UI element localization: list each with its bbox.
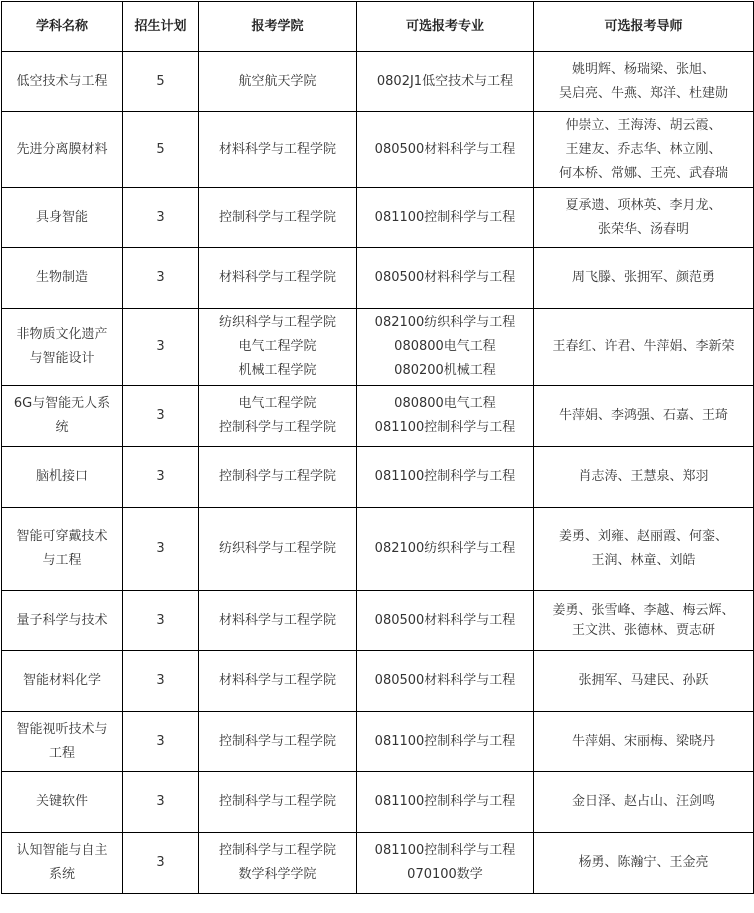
subject-cell: 关键软件 xyxy=(2,772,123,833)
college-cell xyxy=(199,248,357,309)
subject-cell: 先进分离膜材料 xyxy=(2,112,123,188)
subject-cell: 智能材料化学 xyxy=(2,651,123,712)
major-cell xyxy=(357,833,534,894)
tutor-line: 王春红、许君、牛萍娟、李新荣 xyxy=(552,339,735,354)
college-cell xyxy=(199,712,357,772)
subject-cell xyxy=(2,309,123,386)
college-name: 控制科学与工程学院 xyxy=(218,469,336,484)
tutor-line: 肖志涛、王慧泉、郑羽 xyxy=(578,469,709,484)
tutor-line: 杨勇、陈瀚宁、王金亮 xyxy=(578,855,709,870)
tutor-line: 姜勇、刘雍、赵丽霞、何銮、 xyxy=(558,529,728,544)
header-college: 报考学院 xyxy=(199,2,357,52)
header-row xyxy=(2,2,754,52)
college-cell xyxy=(199,833,357,894)
table-row xyxy=(2,772,754,833)
college-name: 机械工程学院 xyxy=(238,363,317,378)
enrollment-table xyxy=(1,1,754,894)
subject-line: 系统 xyxy=(48,867,75,882)
tutor-line: 夏承遗、项林英、李月龙、 xyxy=(565,197,722,213)
tutor-line: 何本桥、常娜、王亮、武春瑞 xyxy=(558,165,728,181)
tutor-cell xyxy=(534,52,754,112)
college-name: 数学科学学院 xyxy=(238,867,317,882)
quota-cell: 3 xyxy=(123,447,199,508)
college-cell xyxy=(199,772,357,833)
college-name: 控制科学与工程学院 xyxy=(218,794,336,809)
table-row xyxy=(2,651,754,712)
major-cell xyxy=(357,651,534,712)
tutor-cell xyxy=(534,447,754,508)
quota-cell: 3 xyxy=(123,591,199,651)
quota-cell: 3 xyxy=(123,508,199,591)
tutor-line: 姚明辉、杨瑞梁、张旭、 xyxy=(571,61,715,77)
tutor-cell xyxy=(534,386,754,447)
tutor-cell xyxy=(534,188,754,248)
quota-cell: 3 xyxy=(123,833,199,894)
college-cell xyxy=(199,112,357,188)
tutor-cell xyxy=(534,591,754,651)
major-name: 080800电气工程 xyxy=(394,396,496,411)
tutor-cell xyxy=(534,112,754,188)
header-major: 可选报考专业 xyxy=(357,2,534,52)
table-row xyxy=(2,447,754,508)
tutor-line: 王文洪、张德林、贾志研 xyxy=(571,622,715,638)
major-name: 080500材料科学与工程 xyxy=(374,141,516,157)
subject-cell: 生物制造 xyxy=(2,248,123,309)
quota-cell: 3 xyxy=(123,188,199,248)
tutor-line: 吴启亮、牛燕、郑洋、杜建勋 xyxy=(558,85,728,101)
quota-cell: 5 xyxy=(123,112,199,188)
subject-cell xyxy=(2,386,123,447)
college-cell xyxy=(199,447,357,508)
quota-cell: 3 xyxy=(123,712,199,772)
major-cell xyxy=(357,309,534,386)
header-subject: 学科名称 xyxy=(2,2,123,52)
college-name: 材料科学与工程学院 xyxy=(218,673,336,688)
table-row xyxy=(2,188,754,248)
major-name: 080500材料科学与工程 xyxy=(374,673,516,688)
major-name: 0802J1低空技术与工程 xyxy=(376,73,514,89)
tutor-line: 张荣华、汤春明 xyxy=(597,221,689,237)
major-cell xyxy=(357,447,534,508)
subject-line: 非物质文化遗产 xyxy=(16,327,108,342)
quota-cell: 3 xyxy=(123,248,199,309)
subject-cell: 具身智能 xyxy=(2,188,123,248)
college-name: 航空航天学院 xyxy=(238,73,317,89)
table-row xyxy=(2,52,754,112)
tutor-cell xyxy=(534,651,754,712)
subject-line: 与工程 xyxy=(42,553,82,568)
header-tutor: 可选报考导师 xyxy=(534,2,754,52)
college-name: 纺织科学与工程学院 xyxy=(218,315,336,330)
table-row xyxy=(2,833,754,894)
college-name: 控制科学与工程学院 xyxy=(218,843,336,858)
major-name: 081100控制科学与工程 xyxy=(374,794,516,809)
major-cell xyxy=(357,508,534,591)
subject-cell xyxy=(2,508,123,591)
table-row xyxy=(2,386,754,447)
college-name: 材料科学与工程学院 xyxy=(218,612,336,628)
table-row xyxy=(2,591,754,651)
subject-line: 智能可穿戴技术 xyxy=(16,529,108,544)
subject-cell xyxy=(2,833,123,894)
table-row xyxy=(2,112,754,188)
major-cell xyxy=(357,188,534,248)
college-cell xyxy=(199,188,357,248)
major-cell xyxy=(357,712,534,772)
tutor-line: 王润、林童、刘皓 xyxy=(591,553,696,568)
major-cell xyxy=(357,772,534,833)
tutor-line: 王建友、乔志华、林立刚、 xyxy=(565,141,722,157)
major-name: 080500材料科学与工程 xyxy=(374,270,516,285)
quota-cell: 3 xyxy=(123,772,199,833)
major-name: 081100控制科学与工程 xyxy=(374,420,516,435)
major-cell xyxy=(357,386,534,447)
tutor-line: 牛萍娟、宋丽梅、梁晓丹 xyxy=(571,733,715,749)
subject-line: 智能视听技术与 xyxy=(16,721,108,737)
major-cell xyxy=(357,591,534,651)
major-name: 080500材料科学与工程 xyxy=(374,612,516,628)
subject-line: 6G与智能无人系 xyxy=(13,396,111,411)
quota-cell: 5 xyxy=(123,52,199,112)
tutor-cell xyxy=(534,309,754,386)
subject-cell xyxy=(2,712,123,772)
tutor-line: 牛萍娟、李鸿强、石嘉、王琦 xyxy=(558,408,728,423)
tutor-line: 金日泽、赵占山、汪剑鸣 xyxy=(571,794,715,809)
subject-line: 统 xyxy=(55,420,69,435)
table-row xyxy=(2,508,754,591)
quota-cell: 3 xyxy=(123,651,199,712)
college-cell xyxy=(199,591,357,651)
major-name: 080200机械工程 xyxy=(394,363,496,378)
subject-line: 工程 xyxy=(48,745,75,761)
major-name: 081100控制科学与工程 xyxy=(374,733,516,749)
table-row xyxy=(2,248,754,309)
tutor-cell xyxy=(534,712,754,772)
college-cell xyxy=(199,52,357,112)
tutor-cell xyxy=(534,772,754,833)
college-name: 材料科学与工程学院 xyxy=(218,141,336,157)
major-cell xyxy=(357,52,534,112)
college-name: 电气工程学院 xyxy=(238,339,317,354)
tutor-cell xyxy=(534,248,754,309)
college-cell xyxy=(199,651,357,712)
tutor-line: 周飞滕、张拥军、颜范勇 xyxy=(571,270,715,285)
quota-cell: 3 xyxy=(123,309,199,386)
subject-cell: 量子科学与技术 xyxy=(2,591,123,651)
major-cell xyxy=(357,248,534,309)
table-row xyxy=(2,309,754,386)
subject-line: 与智能设计 xyxy=(29,351,95,366)
major-name: 082100纺织科学与工程 xyxy=(374,541,516,556)
table-row xyxy=(2,712,754,772)
major-name: 082100纺织科学与工程 xyxy=(374,315,516,330)
major-name: 080800电气工程 xyxy=(394,339,496,354)
college-cell xyxy=(199,309,357,386)
college-cell xyxy=(199,508,357,591)
college-name: 控制科学与工程学院 xyxy=(218,733,336,749)
tutor-line: 仲崇立、王海涛、胡云霞、 xyxy=(565,117,722,133)
college-name: 控制科学与工程学院 xyxy=(218,209,336,225)
header-quota: 招生计划 xyxy=(123,2,199,52)
college-name: 控制科学与工程学院 xyxy=(218,420,336,435)
tutor-cell xyxy=(534,508,754,591)
college-name: 电气工程学院 xyxy=(238,396,317,411)
college-name: 纺织科学与工程学院 xyxy=(218,541,336,556)
subject-line: 认知智能与自主 xyxy=(16,843,108,858)
major-name: 081100控制科学与工程 xyxy=(374,469,516,484)
college-cell xyxy=(199,386,357,447)
quota-cell: 3 xyxy=(123,386,199,447)
subject-cell: 脑机接口 xyxy=(2,447,123,508)
tutor-cell xyxy=(534,833,754,894)
major-name: 081100控制科学与工程 xyxy=(374,209,516,225)
tutor-line: 姜勇、张雪峰、李越、梅云辉、 xyxy=(552,602,735,618)
major-cell xyxy=(357,112,534,188)
tutor-line: 张拥军、马建民、孙跃 xyxy=(578,673,709,688)
major-name: 070100数学 xyxy=(407,867,483,882)
college-name: 材料科学与工程学院 xyxy=(218,270,336,285)
major-name: 081100控制科学与工程 xyxy=(374,843,516,858)
subject-cell: 低空技术与工程 xyxy=(2,52,123,112)
